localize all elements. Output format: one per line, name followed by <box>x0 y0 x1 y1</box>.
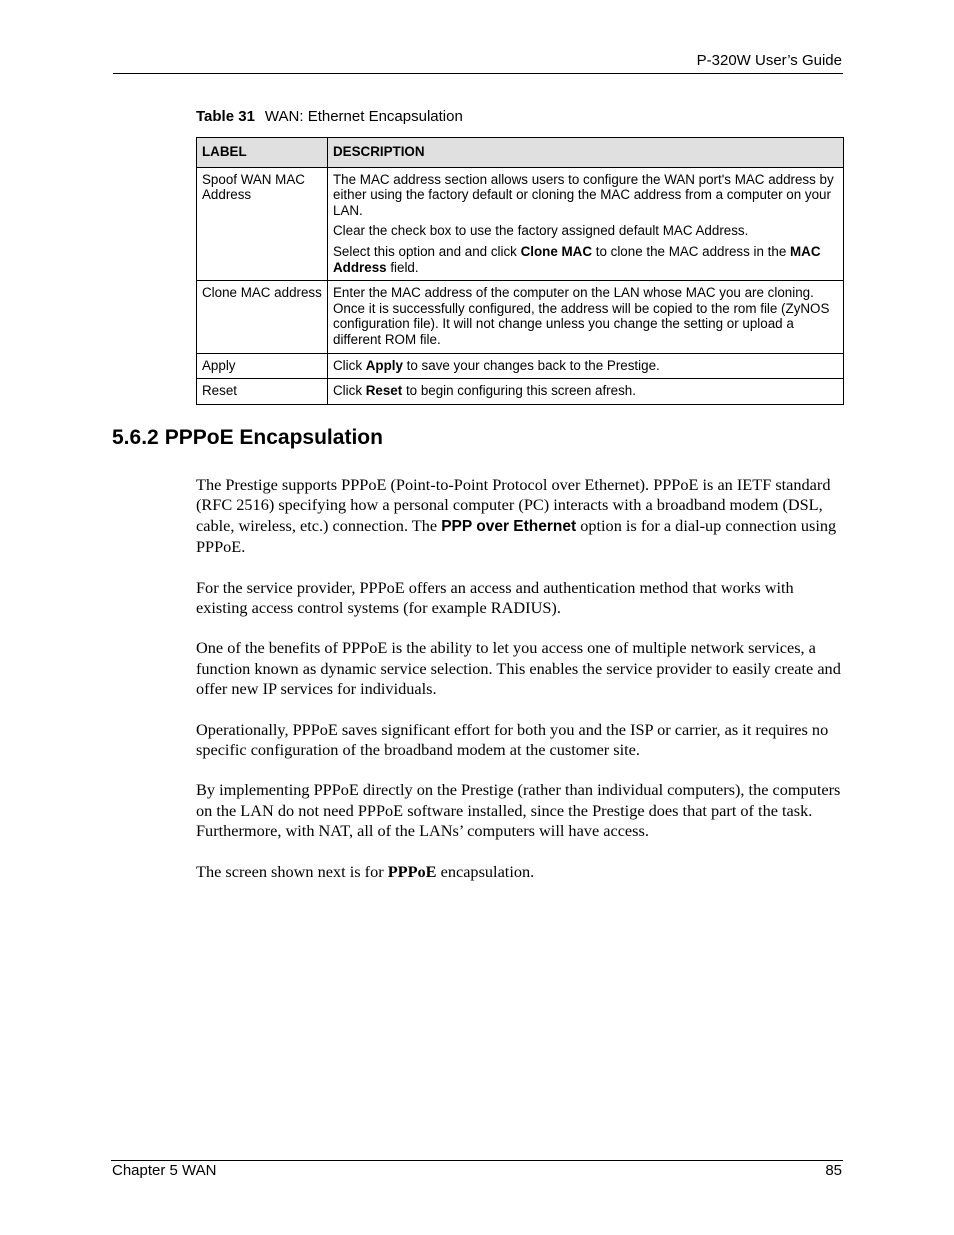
ethernet-encapsulation-table <box>196 137 844 405</box>
row-description <box>328 353 844 379</box>
row-label: Spoof WAN MAC Address <box>197 167 328 281</box>
body-paragraph: One of the benefits of PPPoE is the ability to let you access one of multiple network services, a function known as dynamic service selection. This enables the service provider to easily create and offer new IP services for individuals. <box>196 638 841 699</box>
gui-term: Apply <box>365 357 403 373</box>
row-label: Apply <box>197 353 328 379</box>
text-run: field. <box>386 259 419 275</box>
column-header-label: LABEL <box>197 138 328 168</box>
text-run: to clone the MAC address in the <box>592 243 791 259</box>
gui-term: MAC Address <box>333 243 821 275</box>
body-paragraph: Operationally, PPPoE saves significant effort for both you and the ISP or carrier, as it requires no specific configuration of the broadband modem at the customer site. <box>196 719 829 760</box>
description-paragraph: Enter the MAC address of the computer on the LAN whose MAC you are cloning. Once it is successfully configured, the address will be copied to the rom file (ZyNOS configuration file). It will not change unless you change the setting or upload a different ROM file. <box>333 285 830 347</box>
text-run: to save your changes back to the Prestige. <box>402 357 660 373</box>
footer-divider <box>111 1160 843 1161</box>
footer-chapter: Chapter 5 WAN <box>112 1162 217 1179</box>
bold-term: PPPoE <box>387 861 437 881</box>
section-heading <box>112 426 383 450</box>
table-row <box>197 281 844 353</box>
text-run: The screen shown next is for <box>196 861 388 881</box>
gui-term: Reset <box>365 383 403 399</box>
table-caption-text: WAN: Ethernet Encapsulation <box>264 108 463 125</box>
text-run: Click <box>333 383 366 399</box>
gui-term: PPP over Ethernet <box>441 517 577 535</box>
table-caption-label: Table 31 <box>196 108 255 125</box>
body-paragraph: For the service provider, PPPoE offers an access and authentication method that works with existing access control systems (for example RADIUS). <box>196 577 794 618</box>
row-description <box>328 281 844 353</box>
text-run: to begin configuring this screen afresh. <box>402 383 636 399</box>
body-paragraph <box>196 862 844 882</box>
text-run: The Prestige supports PPPoE (Point-to-Point Protocol over Ethernet). PPPoE is an IETF standard (RFC 2516) specifying how a personal computer (PC) interacts with a broadband modem (DSL, cable, wireless, etc.) connection. The <box>196 475 831 535</box>
row-description <box>328 167 844 281</box>
text-run: Click <box>333 357 366 373</box>
text-run: encapsulation. <box>436 861 535 881</box>
description-paragraph: Clear the check box to use the factory assigned default MAC Address. <box>333 223 749 239</box>
section-number: 5.6.2 <box>112 426 159 449</box>
section-title: PPPoE Encapsulation <box>164 426 383 449</box>
text-run: option is for a dial-up connection using PPPoE. <box>196 515 837 557</box>
text-run: Select this option and and click <box>333 243 521 259</box>
table-row <box>197 353 844 379</box>
body-paragraph: By implementing PPPoE directly on the Prestige (rather than individual computers), the computers on the LAN do not need PPPoE software installed, since the Prestige does that part of the task. Furthermore, with NAT, all of the LANs’ computers will have access. <box>196 780 841 841</box>
section-body <box>196 475 844 902</box>
description-paragraph <box>333 244 838 275</box>
row-label: Clone MAC address <box>197 281 328 353</box>
row-label: Reset <box>197 379 328 405</box>
table-header-row <box>197 138 844 168</box>
table-row <box>197 167 844 281</box>
row-description <box>328 379 844 405</box>
column-header-description: DESCRIPTION <box>328 138 844 168</box>
description-paragraph: The MAC address section allows users to configure the WAN port's MAC address by either using the factory default or cloning the MAC address from a computer on your LAN. <box>333 171 834 218</box>
header-divider <box>113 73 843 74</box>
table-row <box>197 379 844 405</box>
gui-term: Clone MAC <box>520 243 593 259</box>
guide-title: P-320W User’s Guide <box>696 52 842 69</box>
body-paragraph <box>196 475 844 558</box>
page-number: 85 <box>825 1162 842 1179</box>
table-caption <box>196 108 463 125</box>
